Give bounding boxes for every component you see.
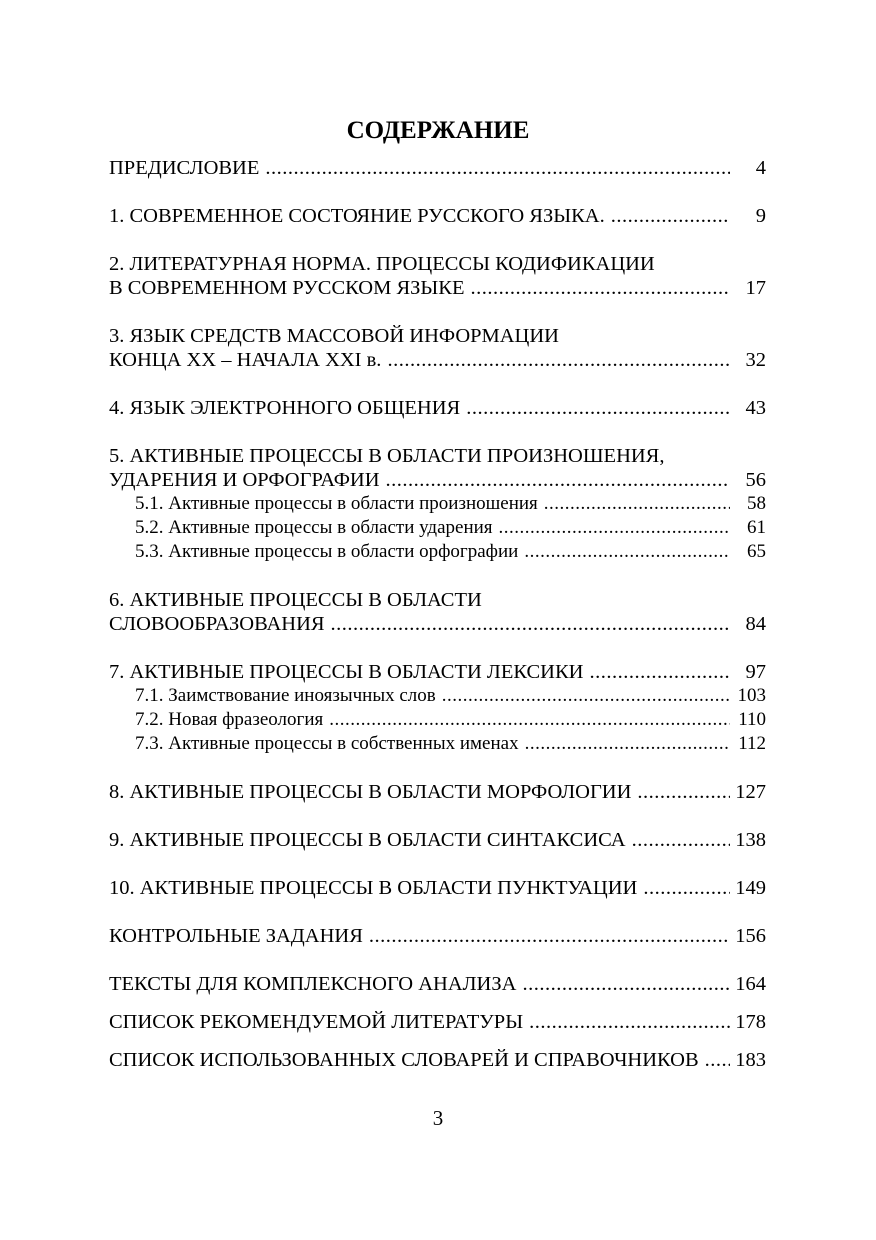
toc-page-number: 183 xyxy=(735,1049,766,1071)
toc-entry xyxy=(109,1010,766,1034)
toc-entry xyxy=(109,972,766,996)
page-number: 3 xyxy=(432,1106,444,1130)
toc-entry-line xyxy=(109,612,766,636)
toc-entry xyxy=(109,444,766,564)
toc-entry-line xyxy=(109,1048,766,1072)
toc-page-number: 97 xyxy=(745,661,766,683)
toc-subentry-title: 5.2. Активные процессы в области ударения xyxy=(135,517,493,538)
toc-entry-line-continued xyxy=(109,444,766,468)
table-of-contents xyxy=(109,156,766,1096)
toc-subentry-title: 5.1. Активные процессы в области произношения xyxy=(135,493,538,514)
toc-page-number: 110 xyxy=(738,709,766,730)
toc-entry-line xyxy=(109,348,766,372)
toc-entry-title: ПРЕДИСЛОВИЕ xyxy=(109,157,260,179)
toc-entry xyxy=(109,876,766,900)
toc-entry xyxy=(109,924,766,948)
toc-entry-title: 1. СОВРЕМЕННОЕ СОСТОЯНИЕ РУССКОГО ЯЗЫКА. xyxy=(109,205,605,227)
toc-entry xyxy=(109,780,766,804)
toc-entry xyxy=(109,1048,766,1072)
dot-leader xyxy=(611,204,730,228)
toc-subentry xyxy=(109,492,766,516)
toc-entry xyxy=(109,252,766,300)
toc-subentry-title: 7.2. Новая фразеология xyxy=(135,709,324,730)
toc-entry-title: СЛОВООБРАЗОВАНИЯ xyxy=(109,613,325,635)
dot-leader xyxy=(525,732,730,756)
dot-leader xyxy=(265,156,730,180)
toc-entry-title: СПИСОК РЕКОМЕНДУЕМОЙ ЛИТЕРАТУРЫ xyxy=(109,1011,524,1033)
toc-page-number: 58 xyxy=(747,493,766,514)
dot-leader xyxy=(529,1010,730,1034)
toc-entry-line xyxy=(109,828,766,852)
toc-entry-title: СПИСОК ИСПОЛЬЗОВАННЫХ СЛОВАРЕЙ И СПРАВОЧНИКОВ xyxy=(109,1049,699,1071)
dot-leader xyxy=(522,972,730,996)
dot-leader xyxy=(705,1048,730,1072)
dot-leader xyxy=(387,348,730,372)
toc-page-number: 127 xyxy=(735,781,766,803)
toc-page-number: 84 xyxy=(745,613,766,635)
toc-entry xyxy=(109,396,766,420)
toc-entry-line xyxy=(109,204,766,228)
toc-entry-title: 3. ЯЗЫК СРЕДСТВ МАССОВОЙ ИНФОРМАЦИИ xyxy=(109,325,559,347)
toc-entry-title: 9. АКТИВНЫЕ ПРОЦЕССЫ В ОБЛАСТИ СИНТАКСИСА xyxy=(109,829,626,851)
dot-leader xyxy=(589,660,730,684)
toc-entry-line xyxy=(109,156,766,180)
toc-entry-title: КОНЦА XX – НАЧАЛА XXI в. xyxy=(109,349,382,371)
dot-leader xyxy=(470,276,730,300)
toc-entry xyxy=(109,204,766,228)
dot-leader xyxy=(329,708,730,732)
toc-subentry xyxy=(109,516,766,540)
toc-entry-title: В СОВРЕМЕННОМ РУССКОМ ЯЗЫКЕ xyxy=(109,277,465,299)
toc-page-number: 32 xyxy=(745,349,766,371)
toc-entry-title: ТЕКСТЫ ДЛЯ КОМПЛЕКСНОГО АНАЛИЗА xyxy=(109,973,517,995)
toc-entry xyxy=(109,588,766,636)
toc-entry-line xyxy=(109,780,766,804)
toc-entry-title: 6. АКТИВНЫЕ ПРОЦЕССЫ В ОБЛАСТИ xyxy=(109,589,482,611)
toc-subentry xyxy=(109,732,766,756)
toc-subentry-title: 7.3. Активные процессы в собственных именах xyxy=(135,733,519,754)
toc-entry-line-continued xyxy=(109,252,766,276)
toc-page-number: 61 xyxy=(747,517,766,538)
toc-entry-line xyxy=(109,1010,766,1034)
toc-entry-line xyxy=(109,396,766,420)
toc-page-number: 164 xyxy=(735,973,766,995)
toc-entry xyxy=(109,660,766,756)
dot-leader xyxy=(466,396,730,420)
toc-subentry-title: 7.1. Заимствование иноязычных слов xyxy=(135,685,436,706)
dot-leader xyxy=(643,876,730,900)
toc-entry-line xyxy=(109,972,766,996)
toc-entry-line xyxy=(109,660,766,684)
toc-page-number: 4 xyxy=(755,157,766,179)
toc-subentry-title: 5.3. Активные процессы в области орфографии xyxy=(135,541,519,562)
toc-entry-title: 8. АКТИВНЫЕ ПРОЦЕССЫ В ОБЛАСТИ МОРФОЛОГИИ xyxy=(109,781,632,803)
toc-page-number: 103 xyxy=(737,685,766,706)
dot-leader xyxy=(637,780,730,804)
dot-leader xyxy=(632,828,730,852)
dot-leader xyxy=(524,540,730,564)
toc-entry-line-continued xyxy=(109,588,766,612)
toc-entry-title: 7. АКТИВНЫЕ ПРОЦЕССЫ В ОБЛАСТИ ЛЕКСИКИ xyxy=(109,661,584,683)
page-title: СОДЕРЖАНИЕ xyxy=(346,117,530,144)
toc-entry-title: 5. АКТИВНЫЕ ПРОЦЕССЫ В ОБЛАСТИ ПРОИЗНОШЕНИЯ, xyxy=(109,445,665,467)
toc-entry-title: УДАРЕНИЯ И ОРФОГРАФИИ xyxy=(109,469,380,491)
toc-page-number: 149 xyxy=(735,877,766,899)
toc-entry-title: 10. АКТИВНЫЕ ПРОЦЕССЫ В ОБЛАСТИ ПУНКТУАЦИИ xyxy=(109,877,638,899)
dot-leader xyxy=(499,516,730,540)
toc-entry-title: 4. ЯЗЫК ЭЛЕКТРОННОГО ОБЩЕНИЯ xyxy=(109,397,461,419)
toc-entry-title: 2. ЛИТЕРАТУРНАЯ НОРМА. ПРОЦЕССЫ КОДИФИКАЦИИ xyxy=(109,253,655,275)
dot-leader xyxy=(369,924,730,948)
toc-page-number: 138 xyxy=(735,829,766,851)
toc-entry-line xyxy=(109,276,766,300)
toc-entry-title: КОНТРОЛЬНЫЕ ЗАДАНИЯ xyxy=(109,925,363,947)
toc-entry xyxy=(109,156,766,180)
dot-leader xyxy=(331,612,730,636)
toc-entry xyxy=(109,324,766,372)
toc-page-number: 112 xyxy=(738,733,766,754)
toc-entry-line xyxy=(109,468,766,492)
toc-page-number: 56 xyxy=(745,469,766,491)
toc-entry-line xyxy=(109,876,766,900)
toc-page-number: 9 xyxy=(755,205,766,227)
toc-subentry xyxy=(109,684,766,708)
toc-page-number: 178 xyxy=(735,1011,766,1033)
toc-entry xyxy=(109,828,766,852)
dot-leader xyxy=(386,468,730,492)
toc-entry-line-continued xyxy=(109,324,766,348)
toc-page-number: 43 xyxy=(745,397,766,419)
dot-leader xyxy=(442,684,730,708)
toc-page-number: 17 xyxy=(745,277,766,299)
dot-leader xyxy=(544,492,730,516)
toc-subentry xyxy=(109,540,766,564)
toc-subentry xyxy=(109,708,766,732)
toc-entry-line xyxy=(109,924,766,948)
toc-page-number: 65 xyxy=(747,541,766,562)
toc-page-number: 156 xyxy=(735,925,766,947)
